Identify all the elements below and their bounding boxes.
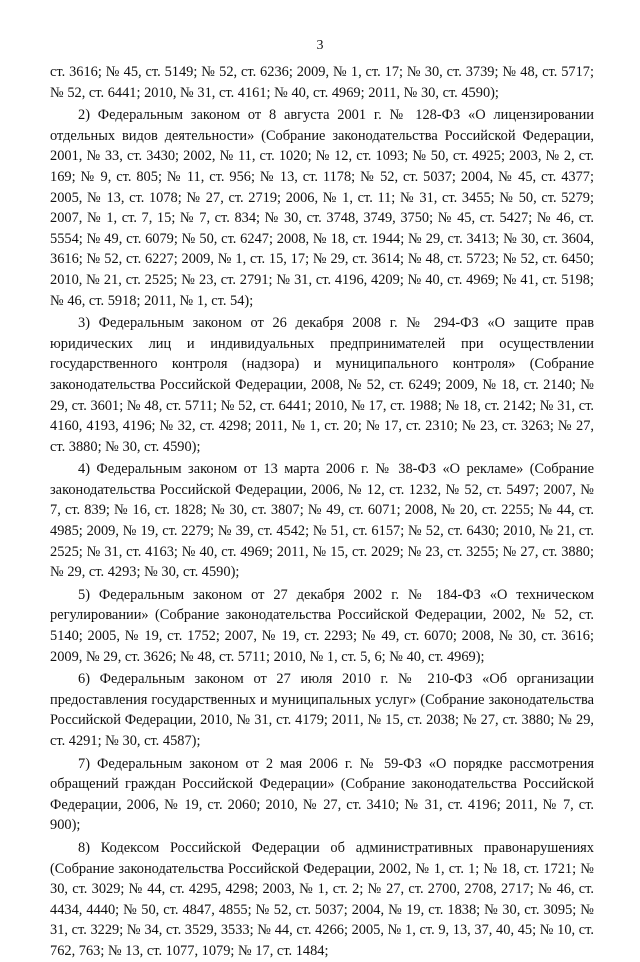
paragraph-item-4: 4) Федеральным законом от 13 марта 2006 г. № 38-ФЗ «О рекламе» (Собрание законодательства Российской Федерации, 2006, № 12, ст. 1232, № 52, ст. 5497; 2007, № 7, ст. 839; № 16, ст. 1828; № 30, ст. 3807; № 49, ст. 6071; 2008, № 20, ст. 2255; № 44, ст. 4985; 2009, № 19, ст. 2279; № 39, ст. 4542; № 51, ст. 6157; № 52, ст. 6430; 2010, № 21, ст. 2525; № 31, ст. 4163; № 40, ст. 4969; 2011, № 15, ст. 2029; № 23, ст. 3255; № 27, ст. 3880; № 29, ст. 4293; № 30, ст. 4590); [50,461,594,581]
paragraph-item-6: 6) Федеральным законом от 27 июля 2010 г. № 210-ФЗ «Об организации предоставления государственных и муниципальных услуг» (Собрание законодательства Российской Федерации, 2010, № 31, ст. 4179; 2011, № 15, ст. 2038; № 27, ст. 3880; № 29, ст. 4291; № 30, ст. 4587); [50,671,594,749]
paragraph-item-2: 2) Федеральным законом от 8 августа 2001 г. № 128-ФЗ «О лицензировании отдельных видов деятельности» (Собрание законодательства Российской Федерации, 2001, № 33, ст. 3430; 2002, № 11, ст. 1020; № 12, ст. 1093; № 50, ст. 4925; 2003, № 2, ст. 169; № 9, ст. 805; № 11, ст. 956; № 13, ст. 1178; № 52, ст. 5037; 2004, № 45, ст. 4377; 2005, № 13, ст. 1078; № 27, ст. 2719; 2006, № 1, ст. 11; № 31, ст. 3455; № 50, ст. 5279; 2007, № 1, ст. 7, 15; № 7, ст. 834; № 30, ст. 3748, 3749, 3750; № 45, ст. 5427; № 46, ст. 5554; № 49, ст. 6079; № 50, ст. 6247; 2008, № 18, ст. 1944; № 29, ст. 3413; № 30, ст. 3604, 3616; № 52, ст. 6227; 2009, № 1, ст. 15, 17; № 29, ст. 3614; № 48, ст. 5723; № 52, ст. 6450; 2010, № 21, ст. 2525; № 23, ст. 2791; № 31, ст. 4196, 4209; № 40, ст. 4969; № 41, ст. 5198; № 46, ст. 5918; 2011, № 1, ст. 54); [50,107,594,309]
paragraph-item-3: 3) Федеральным законом от 26 декабря 2008 г. № 294-ФЗ «О защите прав юридических лиц и индивидуальных предпринимателей при осуществлении государственного контроля (надзора) и муниципального контроля» (Собрание законодательства Российской Федерации, 2008, № 52, ст. 6249; 2009, № 18, ст. 2140; № 29, ст. 3601; № 48, ст. 5711; № 52, ст. 6441; 2010, № 17, ст. 1988; № 18, ст. 2142; № 31, ст. 4160, 4193, 4196; № 32, ст. 4298; 2011, № 1, ст. 20; № 17, ст. 2310; № 23, ст. 3263; № 27, ст. 3880; № 30, ст. 4590); [50,315,594,455]
paragraph-item-7: 7) Федеральным законом от 2 мая 2006 г. № 59-ФЗ «О порядке рассмотрения обращений граждан Российской Федерации» (Собрание законодательства Российской Федерации, 2006, № 19, ст. 2060; 2010, № 27, ст. 3410; № 31, ст. 4196; 2011, № 7, ст. 900); [50,755,594,834]
document-body [50,62,594,962]
paragraph-continuation: ст. 3616; № 45, ст. 5149; № 52, ст. 6236; 2009, № 1, ст. 17; № 30, ст. 3739; № 48, ст. 5717; № 52, ст. 6441; 2010, № 31, ст. 4161; № 40, ст. 4969; 2011, № 30, ст. 4590); [50,64,594,101]
paragraph-item-8: 8) Кодексом Российской Федерации об административных правонарушениях (Собрание законодательства Российской Федерации, 2002, № 1, ст. 1; № 18, ст. 1721; № 30, ст. 3029; № 44, ст. 4295, 4298; 2003, № 1, ст. 2; № 27, ст. 2700, 2708, 2717; № 46, ст. 4434, 4440; № 50, ст. 4847, 4855; № 52, ст. 5037; 2004, № 19, ст. 1838; № 30, ст. 3095; № 31, ст. 3229; № 34, ст. 3529, 3533; № 44, ст. 4266; 2005, № 1, ст. 9, 13, 37, 40, 45; № 10, ст. 762, 763; № 13, ст. 1077, 1079; № 17, ст. 1484; [50,839,594,959]
page-number: 3 [316,38,324,53]
paragraph-item-5: 5) Федеральным законом от 27 декабря 2002 г. № 184-ФЗ «О техническом регулировании» (Собрание законодательства Российской Федерации, 2002, № 52, ст. 5140; 2005, № 19, ст. 1752; 2007, № 19, ст. 2293; № 49, ст. 6070; 2008, № 30, ст. 3616; 2009, № 29, ст. 3626; № 48, ст. 5711; 2010, № 1, ст. 5, 6; № 40, ст. 4969); [50,586,594,665]
